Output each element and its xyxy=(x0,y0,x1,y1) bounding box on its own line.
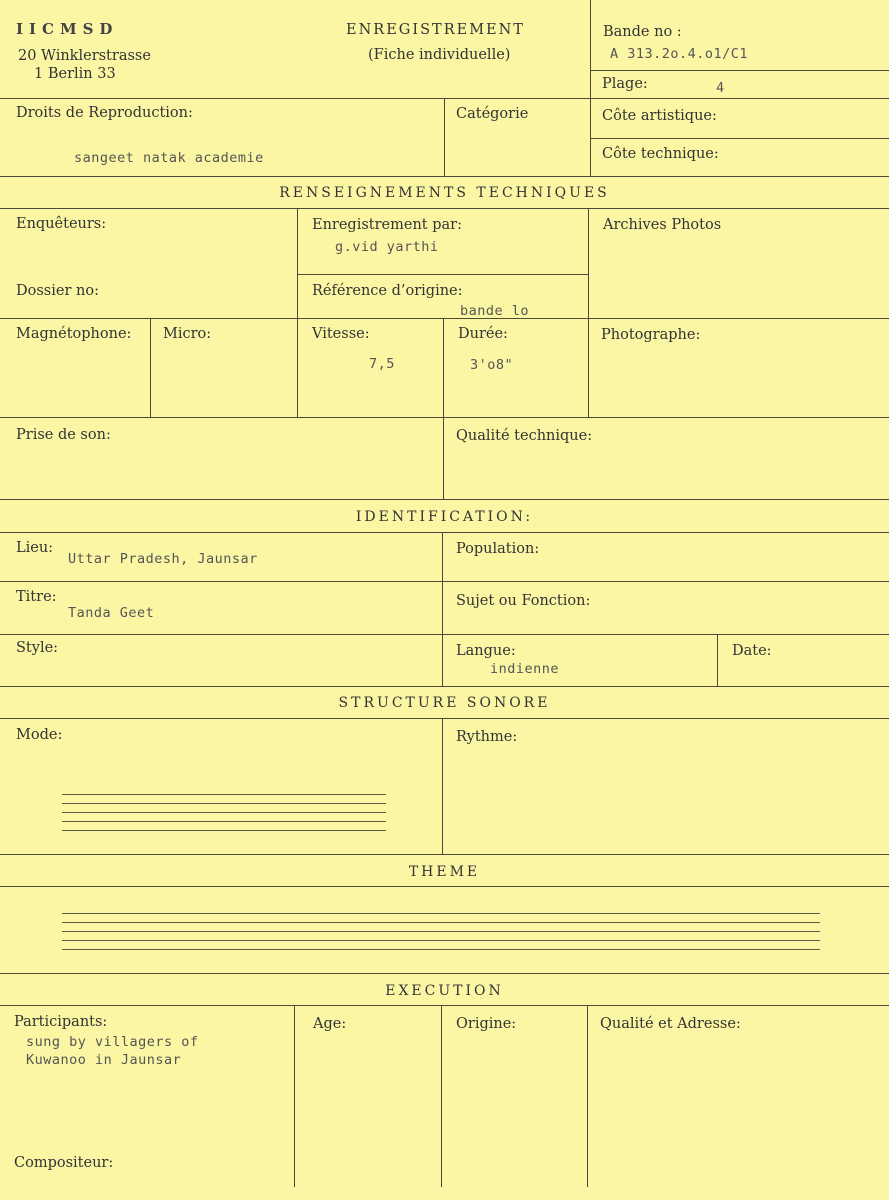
cote-artistique-label: Côte artistique: xyxy=(602,108,717,124)
divider xyxy=(587,1005,588,1187)
duree-label: Durée: xyxy=(458,326,508,342)
rythme-label: Rythme: xyxy=(456,729,518,745)
divider xyxy=(294,1005,295,1187)
bande-label: Bande no : xyxy=(603,24,682,40)
reference-value: bande lo xyxy=(460,303,530,319)
divider xyxy=(443,318,444,417)
divider xyxy=(0,318,889,319)
address-line-1: 20 Winklerstrasse xyxy=(18,48,151,64)
qualite-adresse-label: Qualité et Adresse: xyxy=(600,1016,741,1032)
langue-value: indienne xyxy=(490,661,560,677)
droits-label: Droits de Reproduction: xyxy=(16,105,193,121)
vitesse-label: Vitesse: xyxy=(312,326,370,342)
style-label: Style: xyxy=(16,640,59,656)
participants-line-2: Kuwanoo in Jaunsar xyxy=(26,1052,182,1068)
participants-label: Participants: xyxy=(14,1014,108,1030)
divider xyxy=(0,718,889,719)
theme-ruled-line xyxy=(62,940,820,941)
mode-ruled-line xyxy=(62,794,386,795)
divider xyxy=(0,532,889,533)
micro-label: Micro: xyxy=(163,326,212,342)
duree-value: 3'o8" xyxy=(470,357,514,373)
address-line-2: 1 Berlin 33 xyxy=(34,66,116,82)
divider xyxy=(0,686,889,687)
divider xyxy=(444,98,445,176)
section-title-theme: THEME xyxy=(408,864,481,880)
divider xyxy=(0,973,889,974)
theme-ruled-line xyxy=(62,949,820,950)
section-title-execution: EXECUTION xyxy=(385,983,504,999)
participants-line-1: sung by villagers of xyxy=(26,1034,199,1050)
divider xyxy=(0,499,889,500)
divider xyxy=(0,1005,889,1006)
categorie-label: Catégorie xyxy=(456,106,529,122)
origine-label: Origine: xyxy=(456,1016,517,1032)
divider xyxy=(0,581,889,582)
divider xyxy=(0,854,889,855)
divider xyxy=(590,70,889,71)
section-title-identification: IDENTIFICATION: xyxy=(355,509,534,525)
divider xyxy=(717,634,718,686)
prise-de-son-label: Prise de son: xyxy=(16,427,111,443)
lieu-label: Lieu: xyxy=(16,540,54,556)
mode-ruled-line xyxy=(62,812,386,813)
form-subtitle: (Fiche individuelle) xyxy=(368,47,511,63)
divider xyxy=(297,208,298,318)
sujet-label: Sujet ou Fonction: xyxy=(456,593,591,609)
theme-ruled-line xyxy=(62,913,820,914)
magnetophone-label: Magnétophone: xyxy=(16,326,132,342)
divider xyxy=(590,98,591,176)
divider xyxy=(588,318,589,417)
divider xyxy=(297,274,588,275)
divider xyxy=(0,208,889,209)
mode-ruled-line xyxy=(62,803,386,804)
divider xyxy=(297,318,298,417)
divider xyxy=(442,532,443,686)
enqueteurs-label: Enquêteurs: xyxy=(16,216,107,232)
institution-logo: IICMSD xyxy=(16,20,119,38)
lieu-value: Uttar Pradesh, Jaunsar xyxy=(68,551,258,567)
divider xyxy=(588,208,589,318)
divider xyxy=(443,417,444,499)
divider xyxy=(590,0,591,98)
bande-value: A 313.2o.4.o1/C1 xyxy=(610,46,749,62)
vitesse-value: 7,5 xyxy=(369,356,395,372)
enregistrement-par-label: Enregistrement par: xyxy=(312,217,462,233)
dossier-label: Dossier no: xyxy=(16,283,99,299)
titre-label: Titre: xyxy=(16,589,57,605)
divider xyxy=(442,718,443,854)
compositeur-label: Compositeur: xyxy=(14,1155,114,1171)
mode-ruled-line xyxy=(62,821,386,822)
section-title-structure: STRUCTURE SONORE xyxy=(338,695,551,711)
divider xyxy=(441,1005,442,1187)
enregistrement-par-value: g.vid yarthi xyxy=(335,239,439,255)
titre-value: Tanda Geet xyxy=(68,605,155,621)
mode-ruled-line xyxy=(62,830,386,831)
droits-value: sangeet natak academie xyxy=(74,150,264,166)
divider xyxy=(590,138,889,139)
langue-label: Langue: xyxy=(456,643,516,659)
date-label: Date: xyxy=(732,643,772,659)
divider xyxy=(0,634,889,635)
cote-technique-label: Côte technique: xyxy=(602,146,719,162)
plage-label: Plage: xyxy=(602,76,648,92)
qualite-technique-label: Qualité technique: xyxy=(456,428,593,444)
theme-ruled-line xyxy=(62,931,820,932)
divider xyxy=(150,318,151,417)
divider xyxy=(0,417,889,418)
divider xyxy=(0,886,889,887)
plage-value: 4 xyxy=(716,80,725,96)
form-title: ENREGISTREMENT xyxy=(346,22,525,38)
mode-label: Mode: xyxy=(16,727,63,743)
theme-ruled-line xyxy=(62,922,820,923)
population-label: Population: xyxy=(456,541,540,557)
divider xyxy=(0,176,889,177)
section-title-technical: RENSEIGNEMENTS TECHNIQUES xyxy=(279,185,610,201)
archives-photos-label: Archives Photos xyxy=(603,217,722,233)
age-label: Age: xyxy=(313,1016,347,1032)
photographe-label: Photographe: xyxy=(601,327,701,343)
reference-label: Référence d’origine: xyxy=(312,283,463,299)
